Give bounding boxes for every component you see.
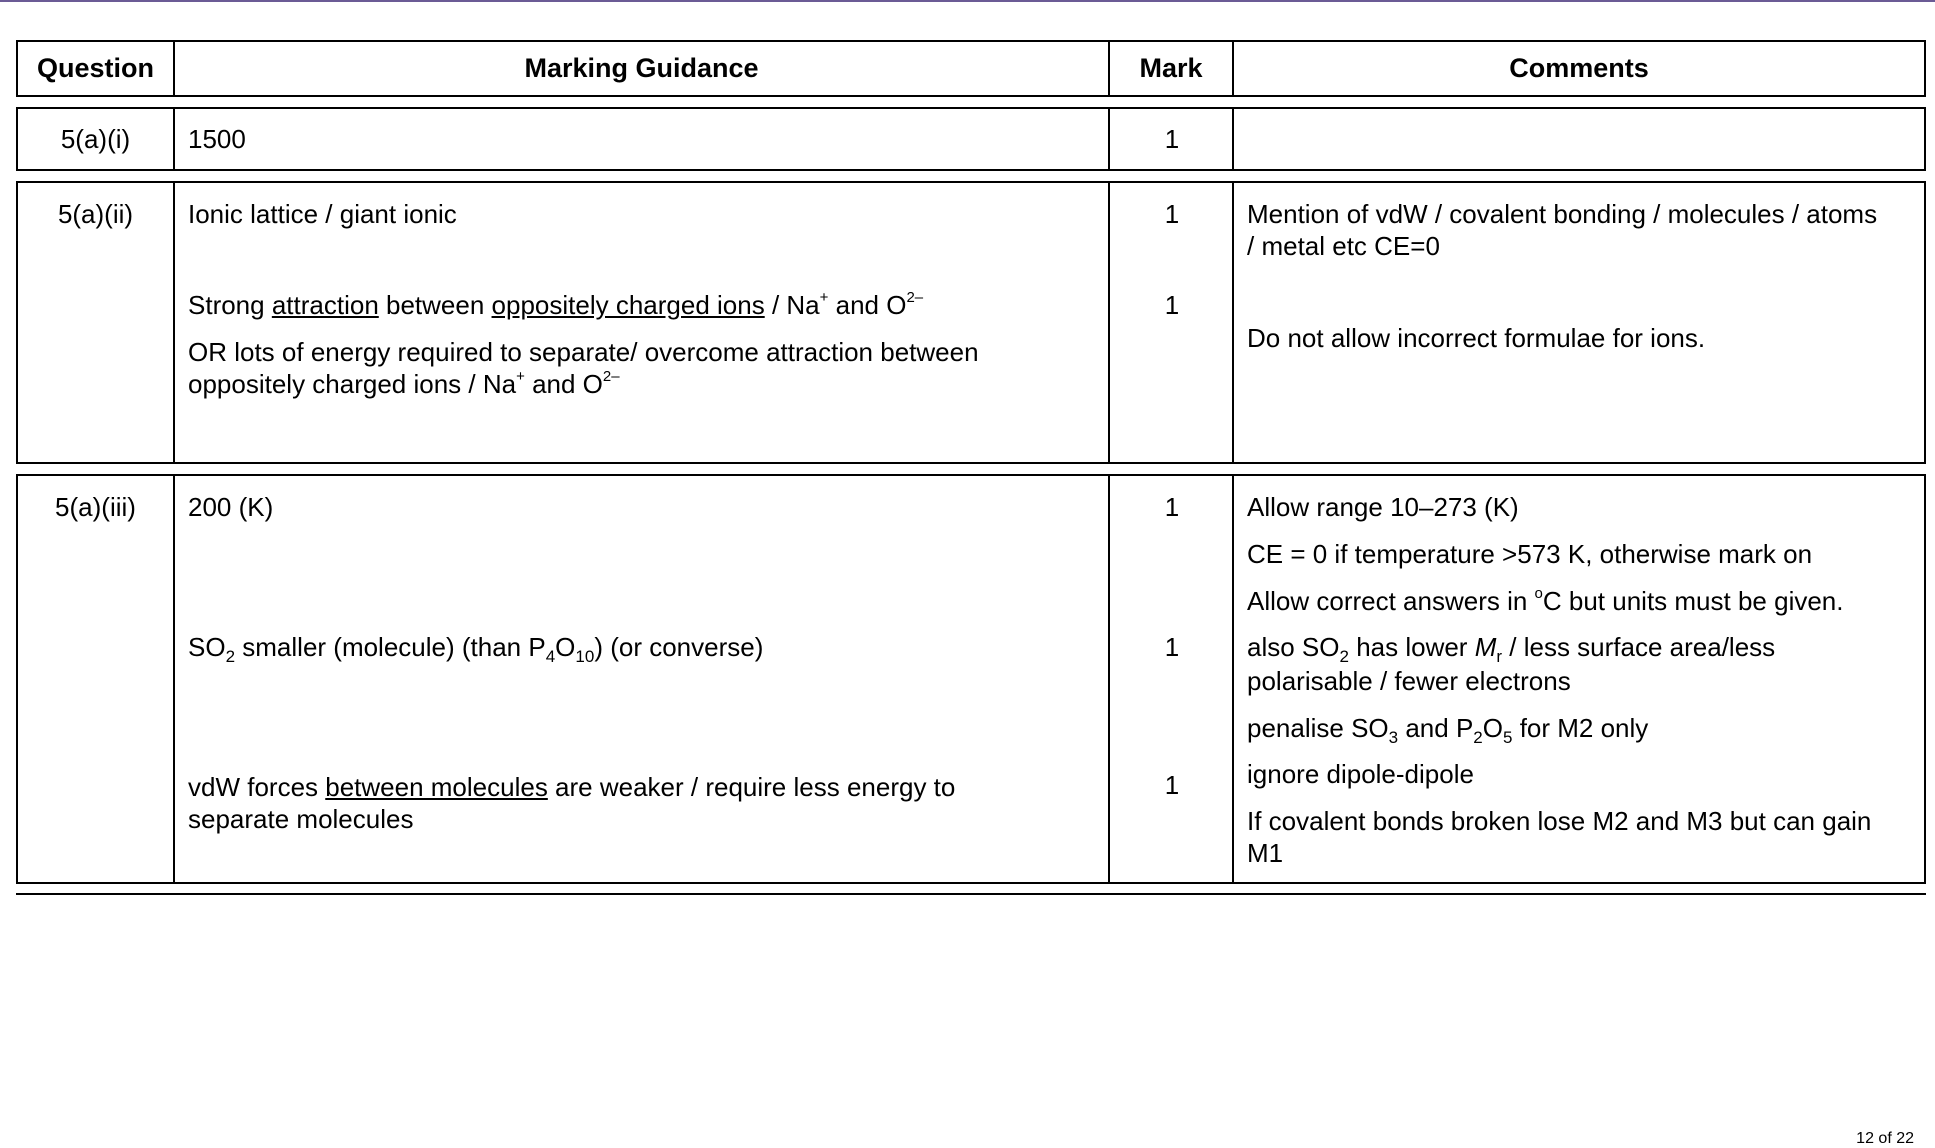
header-question: Question bbox=[36, 53, 154, 83]
question-number: 5(a)(ii) bbox=[57, 199, 134, 229]
question-cell bbox=[18, 183, 173, 462]
guidance-cell bbox=[173, 183, 1108, 462]
top-rule bbox=[0, 0, 1935, 2]
header-comments: Comments bbox=[1232, 42, 1924, 95]
table-header bbox=[16, 40, 1926, 97]
comments-cell bbox=[1232, 109, 1924, 169]
table-row-5aiii bbox=[16, 474, 1926, 884]
comment-text: Allow correct answers in $^o$C but units must be given. bbox=[1247, 585, 1844, 616]
question-number: 5(a)(i) bbox=[60, 124, 131, 154]
mark-value: 1 bbox=[1164, 199, 1180, 229]
comment-text: penalise $SO_3$ and $P_2O_5$ for M2 only bbox=[1247, 713, 1649, 747]
guidance-text: separate molecules bbox=[188, 804, 414, 834]
header-marking-guidance: Marking Guidance bbox=[173, 42, 1108, 95]
mark-cell bbox=[1108, 109, 1232, 169]
guidance-text: OR lots of energy required to separate/ overcome attraction between bbox=[188, 337, 979, 367]
guidance-text: 200 (K) bbox=[188, 492, 274, 522]
comments-cell bbox=[1232, 476, 1924, 882]
question-cell bbox=[18, 109, 173, 169]
guidance-text: oppositely charged ions / Na+ and $O^{2-}$ bbox=[188, 368, 620, 399]
page-number: 12 of 22 bbox=[1856, 1130, 1914, 1147]
mark-cell bbox=[1108, 183, 1232, 462]
comment-text: CE = 0 if temperature >573 K, otherwise mark on bbox=[1247, 539, 1813, 569]
mark-value: 1 bbox=[1164, 492, 1180, 522]
comment-text: Allow range 10–273 (K) bbox=[1247, 492, 1519, 522]
comment-text: / metal etc CE=0 bbox=[1247, 231, 1440, 261]
question-cell bbox=[18, 476, 173, 882]
mark-cell bbox=[1108, 476, 1232, 882]
comment-text: also $SO_2$ has lower $M_r$ / less surface area/less bbox=[1247, 632, 1776, 666]
guidance-text: Ionic lattice / giant ionic bbox=[188, 199, 457, 229]
comment-text: Do not allow incorrect formulae for ions. bbox=[1247, 323, 1706, 353]
question-number: 5(a)(iii) bbox=[55, 492, 136, 522]
mark-value: 1 bbox=[1164, 290, 1180, 320]
mark-value: 1 bbox=[1164, 770, 1180, 800]
mark-value: 1 bbox=[1164, 632, 1180, 662]
comment-text: ignore dipole-dipole bbox=[1247, 759, 1474, 789]
comment-text: polarisable / fewer electrons bbox=[1247, 666, 1571, 696]
guidance-text: Strong attraction between oppositely charged ions / Na+ and $O^{2-}$ bbox=[188, 289, 924, 320]
table-row-5ai bbox=[16, 107, 1926, 171]
header-mark: Mark bbox=[1108, 42, 1232, 95]
table-row-5aii bbox=[16, 181, 1926, 464]
bottom-rule bbox=[16, 893, 1926, 895]
guidance-cell bbox=[173, 476, 1108, 882]
guidance-text: vdW forces between molecules are weaker / require less energy to bbox=[188, 772, 956, 802]
comments-cell bbox=[1232, 183, 1924, 462]
comment-text: M1 bbox=[1247, 838, 1284, 868]
guidance-cell bbox=[173, 109, 1108, 169]
mark-value: 1 bbox=[1164, 124, 1180, 154]
guidance-text: $SO_2$ smaller (molecule) (than $P_4O_{10}$) (or converse) bbox=[188, 632, 764, 666]
comment-text: Mention of vdW / covalent bonding / molecules / atoms bbox=[1247, 199, 1878, 229]
comment-text: If covalent bonds broken lose M2 and M3 but can gain bbox=[1247, 806, 1872, 836]
guidance-text: 1500 bbox=[188, 124, 246, 154]
